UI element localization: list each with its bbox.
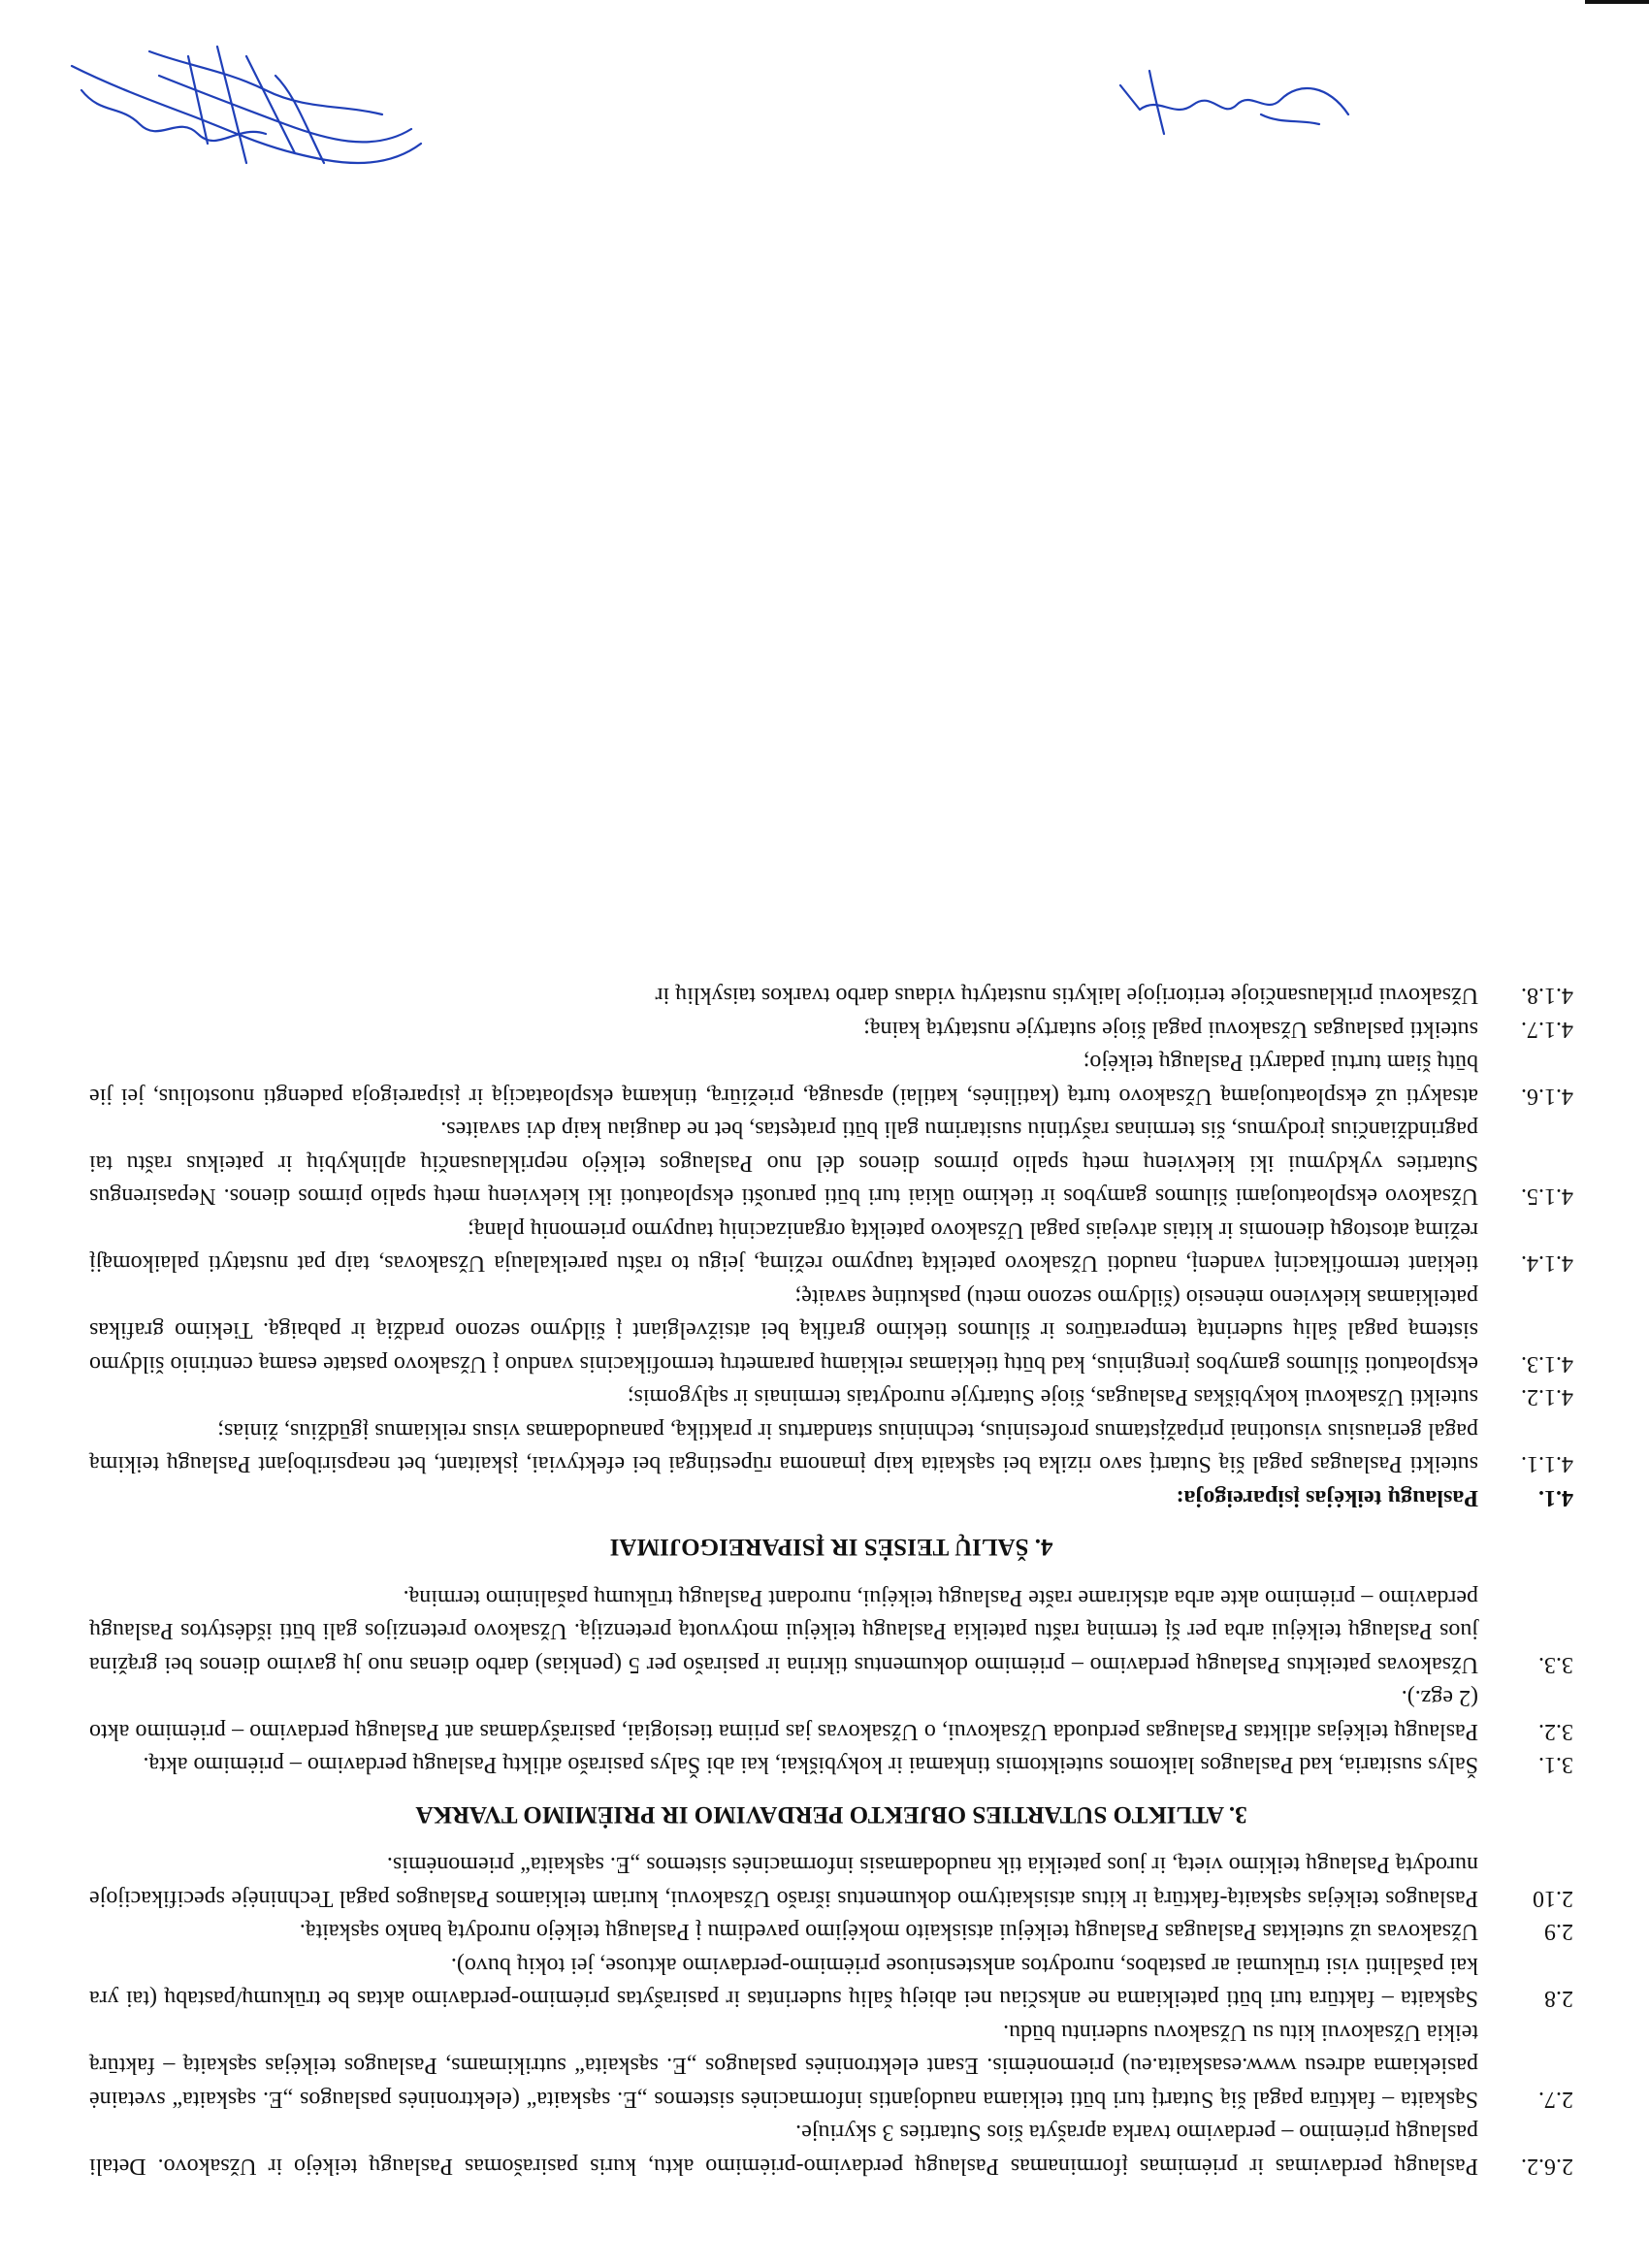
clause-text: suteikti Užsakovui kokybiškas Paslaugas, šioje Sutartyje nurodytais terminais ir sąlygomis; [627,1384,1478,1410]
clause-number: 4.1.8. [1521,983,1573,1009]
subsection-heading [89,1481,1573,1515]
clause [89,1949,1573,2016]
clause-number: 3.1. [1538,1752,1573,1778]
clause [89,979,1573,1013]
clause [89,1414,1573,1481]
clause-number: 2.8 [1544,1986,1573,2012]
clause-text: atsakyti už eksploatuojamą Užsakovo turtą (katilinės, katilai) apsaugą, priežiūrą, tinkamą eksploataciją ir įsipareigoja padengti nuostolius, jei jie būtų šiam turtui padaryti Paslaugų teikėjo; [89,1050,1478,1109]
clause-text: Sąskaita – faktūra pagal šią Sutartį turi būti teikiama naudojantis informacinės sistemos „E. sąskaita“ (elektroninės paslaugos „E. sąskaita“ svetainė pasiekiama adresu www.esaskaita.eu) priemonėmis. Esant elektroninės paslaugos „E. sąskaita“ sutrikimams, Paslaugos teikėjas sąskaitą – faktūrą teikia Užsakovui kitu su Užsakovu suderintu būdu. [89,2020,1478,2112]
clause-text: Sąskaita – faktūra turi būti pateikiama ne anksčiau nei abiejų šalių suderintas ir pasirašytas priėmimo-perdavimo aktas be trūkumų/pastabų (tai yra kai pašalinti visi trūkumai ar pastabos, nurodytos ankstesniuose priėmimo-perdavimo aktuose, jei tokių buvo). [89,1953,1478,2012]
clause [89,1915,1573,1949]
clause-text: Užsakovui priklausančioje teritorijoje laikytis nustatytų vidaus darbo tvarkos taisyklių ir [655,983,1478,1009]
clause-text: Šalys susitaria, kad Paslaugos laikomos suteiktomis tinkamai ir kokybiškai, kai abi Šalys pasirašo atliktų Paslaugų perdavimo – priėmimo aktą. [143,1752,1478,1778]
clause [89,1214,1573,1280]
clause-text: suteikti Paslaugas pagal šią Sutartį savo rizika bei sąskaita kaip įmanoma rūpestingai bei efektyviai, įskaitant, bet neapsiribojant Paslaugų teikimą pagal geriausius visuotinai pripažįstamus profesinius, techninius standartus ir praktiką, panaudodamas visus reikiamus įgūdžius, žinias; [89,1418,1478,1477]
clause [89,1748,1573,1782]
signature-right [1111,66,1358,144]
clause-number: 2.9 [1544,1919,1573,1945]
clause-number: 2.7. [1538,2087,1573,2112]
clause-text: suteikti paslaugas Užsakovui pagal šioje sutartyje nustatytą kainą; [863,1017,1478,1042]
clause-text: Užsakovas pateiktus Paslaugų perdavimo – priėmimo dokumentus tikrina ir pasirašo per 5 (penkias) darbo dienas nuo jų gavimo dienos bei grąžina juos Paslaugų teikėjui arba per šį terminą raštu pateikia Paslaugų teikėjui motyvuotą pretenziją. Užsakovo pretenzijos gali būti išdėstytos Paslaugų perdavimo – priėmimo akte arba atskirame rašte Paslaugų teikėjui, nurodant Paslaugų trūkumų pašalinimo terminą. [89,1585,1478,1677]
document-body [89,979,1573,2183]
clause-text: Paslaugos teikėjas sąskaitą-faktūrą ir kitus atsiskaitymo dokumentus išrašo Užsakovui, kuriam teikiamos Paslaugos pagal Techninėje specifikacijoje nurodytą Paslaugų teikimo vietą, ir juos pateikia tik naudodamasis informacinės sistemos „E. sąskaita“ priemonėmis. [89,1852,1478,1911]
clause-text: Užsakovo eksploatuojami šilumos gamybos ir tiekimo ūkiai turi būti paruošti eksploatuoti iki kiekvienų metų spalio pirmos dienos. Nepasirengus Sutarties vykdymui iki kiekvienų metų spalio pirmos dienos dėl nuo Paslaugos teikėjo nepriklausančių aplinkybių ir pateikus raštu tai pagrindžiančius įrodymus, šis terminas rašytiniu susitarimu gali būti pratęstas, bet ne daugiau kaip dvi savaites. [89,1117,1478,1210]
clause [89,1113,1573,1214]
clause-number: 4.1.7. [1521,1017,1573,1042]
clause [89,1848,1573,1915]
clause [89,1380,1573,1414]
signature-left [62,37,440,182]
clause-number: 4.1.3. [1521,1351,1573,1377]
clause-number: 4.1.1. [1521,1451,1573,1477]
clause [89,1046,1573,1113]
clause-number: 4.1.2. [1521,1384,1573,1410]
clause-text: Užsakovas už suteiktas Paslaugas Paslaugų teikėjui atsiskaito mokėjimo pavedimu į Paslaugų teikėjo nurodytą banko sąskaitą. [299,1919,1478,1945]
section-heading: 4. ŠALIŲ TEISĖS IR ĮSIPAREIGOJIMAI [609,1534,1053,1561]
clause-number: 4.1. [1538,1485,1573,1510]
clause-number: 4.1.4. [1521,1250,1573,1277]
clause [89,1581,1573,1682]
clause [89,1013,1573,1047]
clause [89,2016,1573,2117]
clause [89,1681,1573,1748]
clause-text: Paslaugų teikėjas įsipareigoja: [1176,1485,1478,1510]
scan-edge-mark [1585,0,1649,4]
clause [89,1280,1573,1381]
clause-text: tiekiant termofikacinį vandenį, naudoti Užsakovo pateiktą taupymo režimą, jeigu to raštu pareikalauja Užsakovas, taip pat nustatyti palaikomąjį režimą atostogų dienomis ir kitais atvejais pagal Užsakovo pateiktą organizacinių taupymo priemonių planą; [89,1217,1478,1277]
section-heading: 3. ATLIKTO SUTARTIES OBJEKTO PERDAVIMO IR PRIĖMIMO TVARKA [415,1801,1247,1828]
clause-number: 2.6.2. [1521,2154,1573,2179]
clause-text: eksploatuoti šilumos gamybos įrenginius, kad būtų tiekiamas reikiamų parametrų termofikacinis vanduo į Užsakovo pastate esamą centrinio šildymo sistemą pagal šalių suderintą temperatūros ir šilumos tiekimo grafiką bei atsižvelgiant į šildymo sezono pradžią ir pabaigą. Tiekimo grafikas pateikiamas kiekvieno mėnesio (šildymo sezono metu) paskutinę savaitę; [89,1284,1478,1377]
clause-number: 4.1.5. [1521,1183,1573,1210]
clause-number: 4.1.6. [1521,1084,1573,1109]
clause-number: 2.10 [1533,1886,1573,1911]
clause-text: Paslaugų perdavimas ir priėmimas įforminamas Paslaugų perdavimo-priėmimo aktu, kuris pasirašomas Paslaugų teikėjo ir Užsakovo. Detali paslaugų priėmimo – perdavimo tvarka aprašyta šios Sutarties 3 skyriuje. [89,2120,1478,2179]
clause-number: 3.3. [1538,1652,1573,1677]
clause-text: Paslaugų teikėjas atliktas Paslaugas perduoda Užsakovui, o Užsakovas jas priima tiesiogiai, pasirašydamas ant Paslaugų perdavimo – priėmimo akto (2 egz.). [89,1685,1478,1744]
clause [89,2116,1573,2183]
clause-number: 3.2. [1538,1719,1573,1744]
